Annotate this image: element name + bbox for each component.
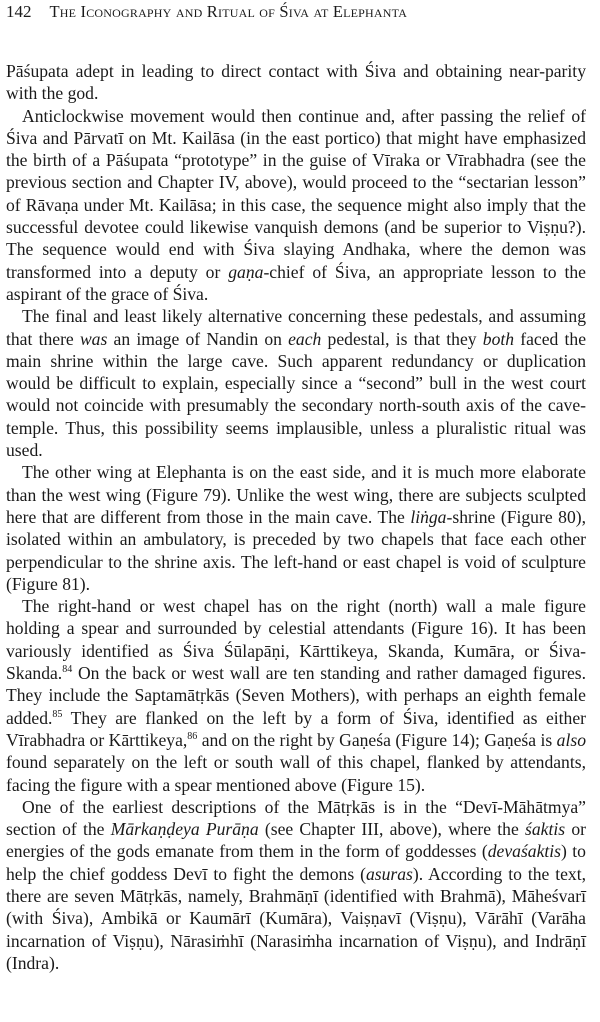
text-run: pedestal, is that they — [321, 328, 483, 349]
text-run: On the back or west wall are ten standing and rather damaged figures. They include the Saptamātṛkās (Seven Mothers), with perhaps an eighth female added. — [6, 663, 586, 728]
italic-text: gaṇa — [228, 261, 264, 282]
text-run: One of the earliest descriptions of the Mātṛkās is in the “Devī-Māhātmya” section of the — [6, 796, 586, 840]
paragraph — [6, 105, 586, 306]
footnote-ref: 86 — [187, 731, 198, 743]
running-head: The Iconography and Ritual of Śiva at Elephanta — [49, 2, 408, 21]
paragraph — [6, 461, 586, 595]
text-run: -shrine (Figure 80), isolated within an ambulatory, is preceded by two chapels that face each other perpendicular to the shrine axis. The left-hand or east chapel is void of sculpture (Figure 81). — [6, 506, 586, 594]
italic-text: devaśaktis — [487, 841, 562, 862]
text-run: an image of Nandin on — [107, 328, 289, 349]
italic-text: liṅga — [410, 506, 447, 527]
italic-text: was — [79, 328, 108, 349]
text-run: The other wing at Elephanta is on the east side, and it is much more elaborate than the west wing (Figure 79). Unlike the west wing, there are subjects sculpted here that are different from those in the main cave. The — [6, 462, 586, 527]
text-run: ) to help the chief goddess Devī to fight the demons ( — [6, 841, 586, 884]
paragraph — [6, 60, 586, 105]
page-number: 142 — [6, 2, 32, 21]
text-run: and on the right by Gaṇeśa (Figure 14); Gaṇeśa is — [197, 729, 557, 750]
italic-text: Mārkaṇḍeya Purāṇa — [110, 819, 259, 840]
italic-text: śaktis — [525, 819, 566, 840]
text-run: The final and least likely alternative concerning these pedestals, and assuming that there — [6, 306, 586, 349]
paragraph — [6, 305, 586, 461]
italic-text: each — [288, 328, 322, 349]
body-text — [6, 60, 586, 974]
text-run: Pāśupata adept in leading to direct contact with Śiva and obtaining near-parity with the god. — [6, 61, 586, 104]
page-header — [6, 0, 586, 30]
text-run: They are flanked on the left by a form of Śiva, identified as either Vīrabhadra or Kārttikeya, — [6, 707, 586, 750]
text-run: faced the main shrine within the large cave. Such apparent redundancy or duplication would be difficult to explain, especially since a “second” bull in the west court would not coincide with presumably the secondary north-south axis of the cave-temple. Thus, this possibility seems implausible, unless a pluralistic ritual was used. — [6, 328, 587, 461]
paragraph — [6, 796, 586, 974]
text-run: -chief of Śiva, an appropriate lesson to the aspirant of the grace of Śiva. — [6, 261, 586, 304]
text-run: or energies of the gods emanate from them in the form of goddesses ( — [6, 819, 587, 862]
italic-text: also — [556, 729, 586, 750]
text-run: (see Chapter III, above), where the — [258, 819, 526, 840]
italic-text: both — [482, 328, 515, 349]
text-run: The right-hand or west chapel has on the right (north) wall a male figure holding a spear and surrounded by celestial attendants (Figure 16). It has been variously identified as Śiva Śūlapāṇi, Kārttikeya, Skanda, Kumāra, or Śiva-Skanda. — [6, 596, 586, 684]
text-run: ). According to the text, there are seven Mātṛkās, namely, Brahmāṇī (identified with Brahmā), Māheśvarī (with Śiva), Ambikā or Kaumārī (Kumāra), Vaiṣṇavī (Viṣṇu), Vārāhī (Varāha incarnation of Viṣṇu), Nārasiṁhī (Narasiṁha incarnation of Viṣṇu), and Indrāṇī (Indra). — [6, 863, 586, 973]
paragraph — [6, 595, 586, 796]
footnote-ref: 84 — [62, 664, 73, 676]
footnote-ref: 85 — [52, 708, 63, 720]
text-run: found separately on the left or south wall of this chapel, flanked by attendants, facing the figure with a spear mentioned above (Figure 15). — [6, 752, 586, 795]
text-run: Anticlockwise movement would then continue and, after passing the relief of Śiva and Pārvatī on Mt. Kailāsa (in the east portico) that might have emphasized the birth of a Pāśupata “prototype” in the guise of Vīraka or Vīrabhadra (see the previous section and Chapter IV, above), would proceed to the “sectarian lesson” of Rāvaṇa under Mt. Kailāsa; in this case, the sequence might also imply that the successful devotee could likewise vanquish demons (and be superior to Viṣṇu?). The sequence would end with Śiva slaying Andhaka, where the demon was transformed into a deputy or — [6, 105, 586, 282]
italic-text: asuras — [365, 863, 413, 884]
